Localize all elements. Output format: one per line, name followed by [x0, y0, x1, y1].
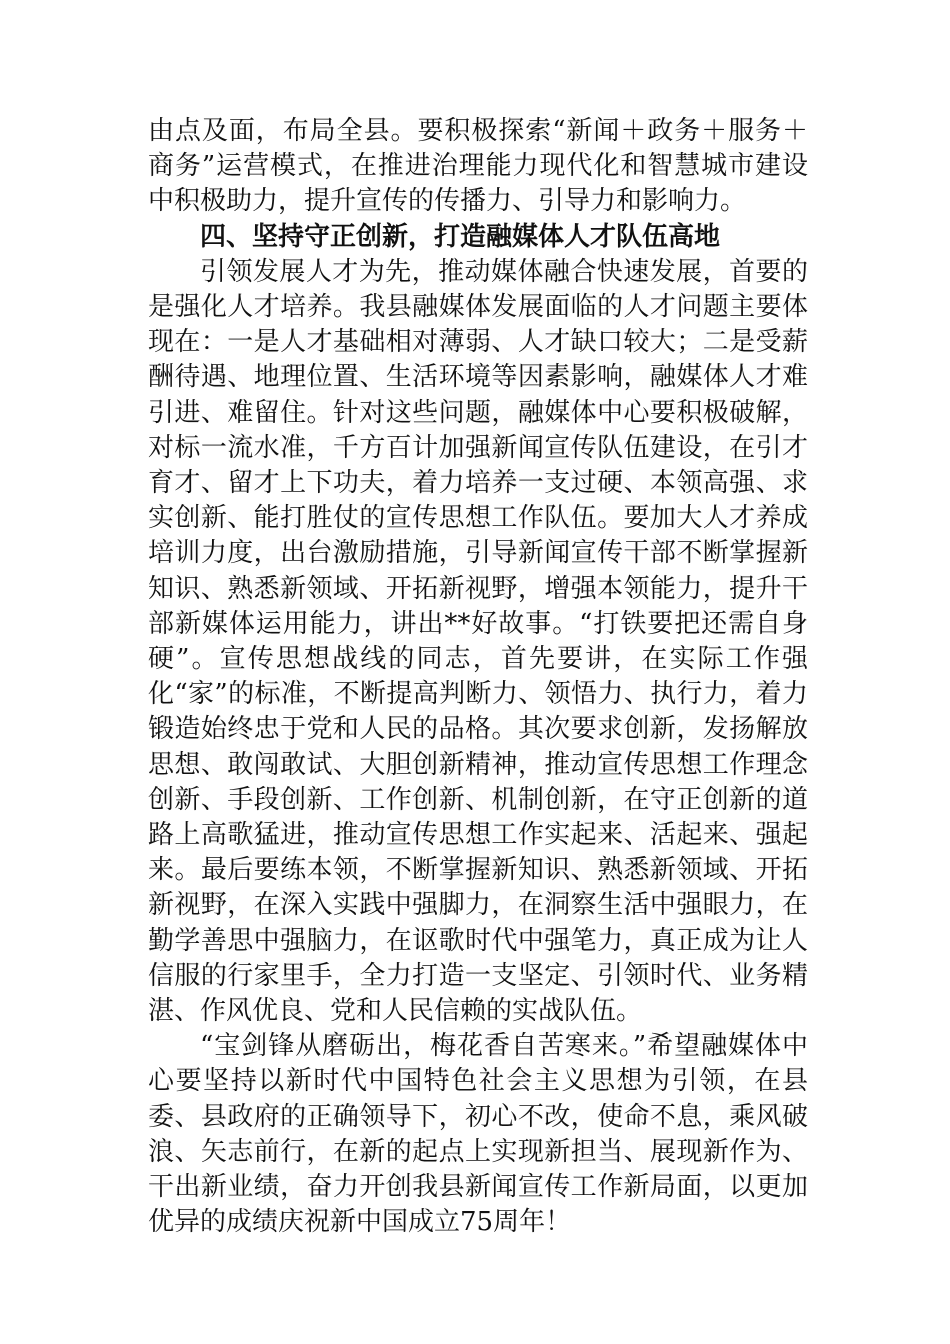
section-heading: 四、坚持守正创新，打造融媒体人才队伍高地	[200, 221, 721, 252]
paragraph-continuation: 由点及面，布局全县。要积极探索“新闻＋政务＋服务＋商务”运营模式，在推进治理能力现代化和智慧城市建设中积极助力，提升宣传的传播力、引导力和影响力。	[148, 116, 808, 217]
paragraph-closing: “宝剑锋从磨砺出，梅花香自苦寒来。”希望融媒体中心要坚持以新时代中国特色社会主义思想为引领，在县委、县政府的正确领导下，初心不改，使命不息，乘风破浪、矢志前行，在新的起点上实现新担当、展现新作为、干出新业绩，奋力开创我县新闻宣传工作新局面，以更加优异的成绩庆祝新中国成立75周年！	[148, 1031, 808, 1238]
document-page	[148, 114, 808, 1241]
paragraph-talent: 引领发展人才为先，推动媒体融合快速发展，首要的是强化人才培养。我县融媒体发展面临的人才问题主要体现在：一是人才基础相对薄弱、人才缺口较大；二是受薪酬待遇、地理位置、生活环境等因素影响，融媒体人才难引进、难留住。针对这些问题，融媒体中心要积极破解，对标一流水准，千方百计加强新闻宣传队伍建设，在引才育才、留才上下功夫，着力培养一支过硬、本领高强、求实创新、能打胜仗的宣传思想工作队伍。要加大人才养成培训力度，出台激励措施，引导新闻宣传干部不断掌握新知识、熟悉新领域、开拓新视野，增强本领能力，提升干部新媒体运用能力，讲出**好故事。“打铁要把还需自身硬”。宣传思想战线的同志，首先要讲，在实际工作强化“家”的标准，不断提高判断力、领悟力、执行力，着力锻造始终忠于党和人民的品格。其次要求创新，发扬解放思想、敢闯敢试、大胆创新精神，推动宣传思想工作理念创新、手段创新、工作创新、机制创新，在守正创新的道路上高歌猛进，推动宣传思想工作实起来、活起来、强起来。最后要练本领，不断掌握新知识、熟悉新领域、开拓新视野，在深入实践中强脚力，在洞察生活中强眼力，在勤学善思中强脑力，在讴歌时代中强笔力，真正成为让人信服的行家里手，全力打造一支坚定、引领时代、业务精湛、作风优良、党和人民信赖的实战队伍。	[148, 256, 808, 1027]
